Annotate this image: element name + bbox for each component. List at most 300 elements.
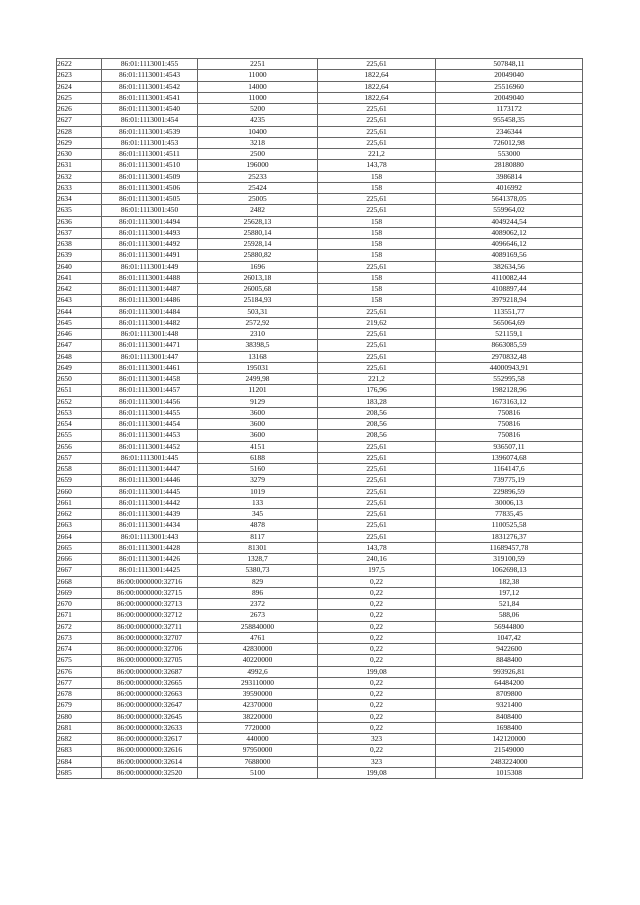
cadastral-value: 77835,45 <box>436 509 583 520</box>
area-value: 3279 <box>198 475 318 486</box>
cadastral-number: 86:00:0000000:32716 <box>102 576 198 587</box>
area-value: 25880,82 <box>198 250 318 261</box>
cadastral-value: 44000943,91 <box>436 362 583 373</box>
cadastral-value: 4089169,56 <box>436 250 583 261</box>
row-number: 2650 <box>57 374 102 385</box>
cadastral-number: 86:01:1113001:4439 <box>102 509 198 520</box>
row-number: 2663 <box>57 520 102 531</box>
row-number: 2677 <box>57 677 102 688</box>
cadastral-value: 25516960 <box>436 81 583 92</box>
area-value: 26005,68 <box>198 284 318 295</box>
area-value: 4992,6 <box>198 666 318 677</box>
rate-value: 225,61 <box>318 531 436 542</box>
cadastral-number: 86:01:1113001:4434 <box>102 520 198 531</box>
table-row <box>57 171 583 182</box>
row-number: 2628 <box>57 126 102 137</box>
rate-value: 225,61 <box>318 452 436 463</box>
cadastral-number: 86:01:1113001:4509 <box>102 171 198 182</box>
area-value: 8117 <box>198 531 318 542</box>
table-row <box>57 677 583 688</box>
area-value: 7720000 <box>198 722 318 733</box>
area-value: 40220000 <box>198 655 318 666</box>
cadastral-value: 1173172 <box>436 104 583 115</box>
cadastral-number: 86:01:1113001:4492 <box>102 239 198 250</box>
table-row <box>57 351 583 362</box>
row-number: 2665 <box>57 542 102 553</box>
area-value: 42830000 <box>198 644 318 655</box>
row-number: 2681 <box>57 722 102 733</box>
row-number: 2623 <box>57 70 102 81</box>
cadastral-number: 86:01:1113001:4453 <box>102 430 198 441</box>
cadastral-number: 86:01:1113001:4539 <box>102 126 198 137</box>
row-number: 2630 <box>57 149 102 160</box>
table-row <box>57 329 583 340</box>
cadastral-value: 20049040 <box>436 70 583 81</box>
cadastral-number: 86:01:1113001:453 <box>102 137 198 148</box>
table-row <box>57 531 583 542</box>
table-row <box>57 599 583 610</box>
cadastral-number: 86:00:0000000:32645 <box>102 711 198 722</box>
table-row <box>57 227 583 238</box>
row-number: 2676 <box>57 666 102 677</box>
row-number: 2632 <box>57 171 102 182</box>
cadastral-value: 955458,35 <box>436 115 583 126</box>
cadastral-number: 86:01:1113001:4452 <box>102 441 198 452</box>
row-number: 2659 <box>57 475 102 486</box>
cadastral-number: 86:01:1113001:4482 <box>102 317 198 328</box>
table-row <box>57 194 583 205</box>
area-value: 1019 <box>198 486 318 497</box>
table-row <box>57 306 583 317</box>
cadastral-number: 86:01:1113001:455 <box>102 59 198 70</box>
cadastral-value: 142120000 <box>436 734 583 745</box>
cadastral-value: 8848400 <box>436 655 583 666</box>
area-value: 39590000 <box>198 689 318 700</box>
cadastral-value: 11689457,78 <box>436 542 583 553</box>
cadastral-number: 86:00:0000000:32663 <box>102 689 198 700</box>
table-row <box>57 419 583 430</box>
cadastral-value: 553000 <box>436 149 583 160</box>
cadastral-number: 86:01:1113001:4511 <box>102 149 198 160</box>
rate-value: 158 <box>318 171 436 182</box>
row-number: 2641 <box>57 272 102 283</box>
table-row <box>57 396 583 407</box>
cadastral-value: 56944800 <box>436 621 583 632</box>
row-number: 2658 <box>57 464 102 475</box>
table-row <box>57 542 583 553</box>
area-value: 38398,5 <box>198 340 318 351</box>
area-value: 25880,14 <box>198 227 318 238</box>
row-number: 2662 <box>57 509 102 520</box>
row-number: 2675 <box>57 655 102 666</box>
rate-value: 225,61 <box>318 194 436 205</box>
cadastral-number: 86:01:1113001:454 <box>102 115 198 126</box>
row-number: 2633 <box>57 182 102 193</box>
rate-value: 225,61 <box>318 362 436 373</box>
rate-value: 219,62 <box>318 317 436 328</box>
row-number: 2678 <box>57 689 102 700</box>
table-row <box>57 160 583 171</box>
row-number: 2661 <box>57 497 102 508</box>
table-row <box>57 587 583 598</box>
cadastral-value: 1164147,6 <box>436 464 583 475</box>
cadastral-number: 86:01:1113001:4541 <box>102 92 198 103</box>
rate-value: 240,16 <box>318 554 436 565</box>
area-value: 1328,7 <box>198 554 318 565</box>
cadastral-value: 521,84 <box>436 599 583 610</box>
cadastral-value: 2483224000 <box>436 756 583 767</box>
cadastral-value: 588,06 <box>436 610 583 621</box>
rate-value: 225,61 <box>318 205 436 216</box>
area-value: 38220000 <box>198 711 318 722</box>
cadastral-number: 86:01:1113001:4510 <box>102 160 198 171</box>
table-row <box>57 689 583 700</box>
cadastral-value: 4096646,12 <box>436 239 583 250</box>
area-value: 133 <box>198 497 318 508</box>
rate-value: 0,22 <box>318 621 436 632</box>
rate-value: 158 <box>318 216 436 227</box>
row-number: 2642 <box>57 284 102 295</box>
cadastral-number: 86:01:1113001:4461 <box>102 362 198 373</box>
cadastral-number: 86:01:1113001:4488 <box>102 272 198 283</box>
row-number: 2625 <box>57 92 102 103</box>
row-number: 2683 <box>57 745 102 756</box>
row-number: 2685 <box>57 767 102 778</box>
rate-value: 1822,64 <box>318 81 436 92</box>
rate-value: 0,22 <box>318 700 436 711</box>
rate-value: 158 <box>318 250 436 261</box>
row-number: 2680 <box>57 711 102 722</box>
cadastral-value: 3986814 <box>436 171 583 182</box>
row-number: 2646 <box>57 329 102 340</box>
row-number: 2667 <box>57 565 102 576</box>
table-row <box>57 407 583 418</box>
area-value: 2310 <box>198 329 318 340</box>
row-number: 2655 <box>57 430 102 441</box>
area-value: 503,31 <box>198 306 318 317</box>
rate-value: 183,28 <box>318 396 436 407</box>
table-row <box>57 284 583 295</box>
rate-value: 0,22 <box>318 722 436 733</box>
table-body <box>57 59 583 779</box>
table-row <box>57 464 583 475</box>
area-value: 2251 <box>198 59 318 70</box>
row-number: 2672 <box>57 621 102 632</box>
rate-value: 0,22 <box>318 576 436 587</box>
area-value: 7688000 <box>198 756 318 767</box>
cadastral-number: 86:01:1113001:450 <box>102 205 198 216</box>
table-row <box>57 374 583 385</box>
cadastral-value: 4016992 <box>436 182 583 193</box>
cadastral-value: 750816 <box>436 430 583 441</box>
table-row <box>57 655 583 666</box>
area-value: 2499,98 <box>198 374 318 385</box>
rate-value: 158 <box>318 182 436 193</box>
row-number: 2652 <box>57 396 102 407</box>
cadastral-value: 1047,42 <box>436 632 583 643</box>
row-number: 2673 <box>57 632 102 643</box>
rate-value: 143,78 <box>318 160 436 171</box>
cadastral-number: 86:01:1113001:4486 <box>102 295 198 306</box>
rate-value: 225,61 <box>318 329 436 340</box>
cadastral-value: 1698400 <box>436 722 583 733</box>
table-row <box>57 239 583 250</box>
rate-value: 225,61 <box>318 104 436 115</box>
cadastral-value: 319100,59 <box>436 554 583 565</box>
area-value: 25184,93 <box>198 295 318 306</box>
cadastral-value: 20049040 <box>436 92 583 103</box>
cadastral-value: 8709800 <box>436 689 583 700</box>
cadastral-value: 739775,19 <box>436 475 583 486</box>
cadastral-value: 750816 <box>436 419 583 430</box>
row-number: 2670 <box>57 599 102 610</box>
cadastral-number: 86:00:0000000:32707 <box>102 632 198 643</box>
table-row <box>57 126 583 137</box>
table-row <box>57 576 583 587</box>
rate-value: 225,61 <box>318 441 436 452</box>
rate-value: 225,61 <box>318 497 436 508</box>
rate-value: 199,08 <box>318 666 436 677</box>
cadastral-number: 86:01:1113001:4426 <box>102 554 198 565</box>
area-value: 25424 <box>198 182 318 193</box>
table-row <box>57 632 583 643</box>
area-value: 195031 <box>198 362 318 373</box>
area-value: 13168 <box>198 351 318 362</box>
rate-value: 323 <box>318 756 436 767</box>
area-value: 345 <box>198 509 318 520</box>
area-value: 4878 <box>198 520 318 531</box>
area-value: 258840000 <box>198 621 318 632</box>
table-row <box>57 486 583 497</box>
table-row <box>57 115 583 126</box>
table-row <box>57 565 583 576</box>
cadastral-number: 86:01:1113001:4428 <box>102 542 198 553</box>
cadastral-number: 86:00:0000000:32706 <box>102 644 198 655</box>
rate-value: 0,22 <box>318 655 436 666</box>
table-row <box>57 441 583 452</box>
table-row <box>57 81 583 92</box>
rate-value: 0,22 <box>318 689 436 700</box>
cadastral-value: 1062698,13 <box>436 565 583 576</box>
rate-value: 0,22 <box>318 632 436 643</box>
area-value: 81301 <box>198 542 318 553</box>
cadastral-number: 86:01:1113001:4442 <box>102 497 198 508</box>
row-number: 2629 <box>57 137 102 148</box>
row-number: 2644 <box>57 306 102 317</box>
cadastral-number: 86:01:1113001:4484 <box>102 306 198 317</box>
row-number: 2668 <box>57 576 102 587</box>
cadastral-value: 5641378,05 <box>436 194 583 205</box>
table-row <box>57 149 583 160</box>
rate-value: 225,61 <box>318 509 436 520</box>
table-row <box>57 317 583 328</box>
cadastral-value: 382634,56 <box>436 261 583 272</box>
row-number: 2669 <box>57 587 102 598</box>
table-row <box>57 216 583 227</box>
cadastral-number: 86:00:0000000:32617 <box>102 734 198 745</box>
table-row <box>57 205 583 216</box>
rate-value: 208,56 <box>318 430 436 441</box>
rate-value: 0,22 <box>318 610 436 621</box>
cadastral-number: 86:00:0000000:32633 <box>102 722 198 733</box>
cadastral-value: 8408400 <box>436 711 583 722</box>
table-row <box>57 261 583 272</box>
table-row <box>57 497 583 508</box>
cadastral-number: 86:01:1113001:4491 <box>102 250 198 261</box>
area-value: 6188 <box>198 452 318 463</box>
table-row <box>57 554 583 565</box>
cadastral-number: 86:01:1113001:447 <box>102 351 198 362</box>
rate-value: 225,61 <box>318 126 436 137</box>
table-row <box>57 767 583 778</box>
area-value: 11000 <box>198 70 318 81</box>
area-value: 3600 <box>198 430 318 441</box>
cadastral-number: 86:00:0000000:32616 <box>102 745 198 756</box>
cadastral-number: 86:00:0000000:32705 <box>102 655 198 666</box>
rate-value: 158 <box>318 295 436 306</box>
row-number: 2639 <box>57 250 102 261</box>
cadastral-value: 750816 <box>436 407 583 418</box>
row-number: 2653 <box>57 407 102 418</box>
rate-value: 197,5 <box>318 565 436 576</box>
area-value: 4151 <box>198 441 318 452</box>
table-row <box>57 722 583 733</box>
table-row <box>57 272 583 283</box>
area-value: 9129 <box>198 396 318 407</box>
row-number: 2631 <box>57 160 102 171</box>
area-value: 97950000 <box>198 745 318 756</box>
cadastral-value: 1673163,12 <box>436 396 583 407</box>
cadastral-value: 4108897,44 <box>436 284 583 295</box>
table-row <box>57 250 583 261</box>
table-row <box>57 104 583 115</box>
rate-value: 225,61 <box>318 59 436 70</box>
table-row <box>57 295 583 306</box>
cadastral-number: 86:00:0000000:32647 <box>102 700 198 711</box>
cadastral-value: 726012,98 <box>436 137 583 148</box>
cadastral-number: 86:00:0000000:32614 <box>102 756 198 767</box>
row-number: 2682 <box>57 734 102 745</box>
cadastral-value: 1100525,58 <box>436 520 583 531</box>
rate-value: 225,61 <box>318 306 436 317</box>
cadastral-value: 1015308 <box>436 767 583 778</box>
rate-value: 225,61 <box>318 475 436 486</box>
cadastral-value: 552995,58 <box>436 374 583 385</box>
table-row <box>57 59 583 70</box>
rate-value: 0,22 <box>318 644 436 655</box>
table-row <box>57 610 583 621</box>
cadastral-number: 86:00:0000000:32715 <box>102 587 198 598</box>
table-row <box>57 734 583 745</box>
cadastral-value: 565064,69 <box>436 317 583 328</box>
row-number: 2626 <box>57 104 102 115</box>
cadastral-value: 28180880 <box>436 160 583 171</box>
cadastral-number: 86:01:1113001:4457 <box>102 385 198 396</box>
cadastral-value: 64484200 <box>436 677 583 688</box>
table-row <box>57 745 583 756</box>
cadastral-value: 182,38 <box>436 576 583 587</box>
row-number: 2635 <box>57 205 102 216</box>
cadastral-number: 86:01:1113001:4458 <box>102 374 198 385</box>
rate-value: 0,22 <box>318 711 436 722</box>
table-row <box>57 756 583 767</box>
cadastral-value: 507848,11 <box>436 59 583 70</box>
area-value: 25005 <box>198 194 318 205</box>
cadastral-value-table <box>56 58 583 779</box>
row-number: 2627 <box>57 115 102 126</box>
row-number: 2664 <box>57 531 102 542</box>
area-value: 11201 <box>198 385 318 396</box>
table-row <box>57 137 583 148</box>
table-row <box>57 182 583 193</box>
row-number: 2654 <box>57 419 102 430</box>
cadastral-value: 2346344 <box>436 126 583 137</box>
rate-value: 0,22 <box>318 677 436 688</box>
area-value: 1696 <box>198 261 318 272</box>
cadastral-value: 559964,02 <box>436 205 583 216</box>
area-value: 2372 <box>198 599 318 610</box>
cadastral-number: 86:00:0000000:32711 <box>102 621 198 632</box>
row-number: 2643 <box>57 295 102 306</box>
table-row <box>57 70 583 81</box>
rate-value: 225,61 <box>318 340 436 351</box>
row-number: 2666 <box>57 554 102 565</box>
cadastral-value: 113551,77 <box>436 306 583 317</box>
table-row <box>57 385 583 396</box>
area-value: 4761 <box>198 632 318 643</box>
area-value: 5200 <box>198 104 318 115</box>
rate-value: 0,22 <box>318 587 436 598</box>
cadastral-number: 86:01:1113001:4505 <box>102 194 198 205</box>
cadastral-number: 86:01:1113001:4455 <box>102 407 198 418</box>
table-row <box>57 430 583 441</box>
cadastral-value: 229896,59 <box>436 486 583 497</box>
area-value: 5100 <box>198 767 318 778</box>
cadastral-number: 86:01:1113001:4446 <box>102 475 198 486</box>
table-row <box>57 700 583 711</box>
cadastral-value: 1982128,96 <box>436 385 583 396</box>
cadastral-value: 3979218,94 <box>436 295 583 306</box>
table-row <box>57 666 583 677</box>
row-number: 2622 <box>57 59 102 70</box>
cadastral-value: 9321400 <box>436 700 583 711</box>
cadastral-number: 86:00:0000000:32713 <box>102 599 198 610</box>
row-number: 2649 <box>57 362 102 373</box>
row-number: 2637 <box>57 227 102 238</box>
rate-value: 208,56 <box>318 419 436 430</box>
area-value: 42370000 <box>198 700 318 711</box>
cadastral-number: 86:00:0000000:32687 <box>102 666 198 677</box>
rate-value: 225,61 <box>318 351 436 362</box>
area-value: 896 <box>198 587 318 598</box>
row-number: 2671 <box>57 610 102 621</box>
cadastral-number: 86:01:1113001:4425 <box>102 565 198 576</box>
cadastral-number: 86:01:1113001:4471 <box>102 340 198 351</box>
cadastral-number: 86:01:1113001:448 <box>102 329 198 340</box>
area-value: 196000 <box>198 160 318 171</box>
area-value: 2572,92 <box>198 317 318 328</box>
table-row <box>57 509 583 520</box>
rate-value: 176,96 <box>318 385 436 396</box>
table-row <box>57 711 583 722</box>
cadastral-number: 86:01:1113001:449 <box>102 261 198 272</box>
rate-value: 199,08 <box>318 767 436 778</box>
cadastral-number: 86:01:1113001:445 <box>102 452 198 463</box>
table-row <box>57 644 583 655</box>
row-number: 2656 <box>57 441 102 452</box>
area-value: 25928,14 <box>198 239 318 250</box>
cadastral-value: 2970832,48 <box>436 351 583 362</box>
